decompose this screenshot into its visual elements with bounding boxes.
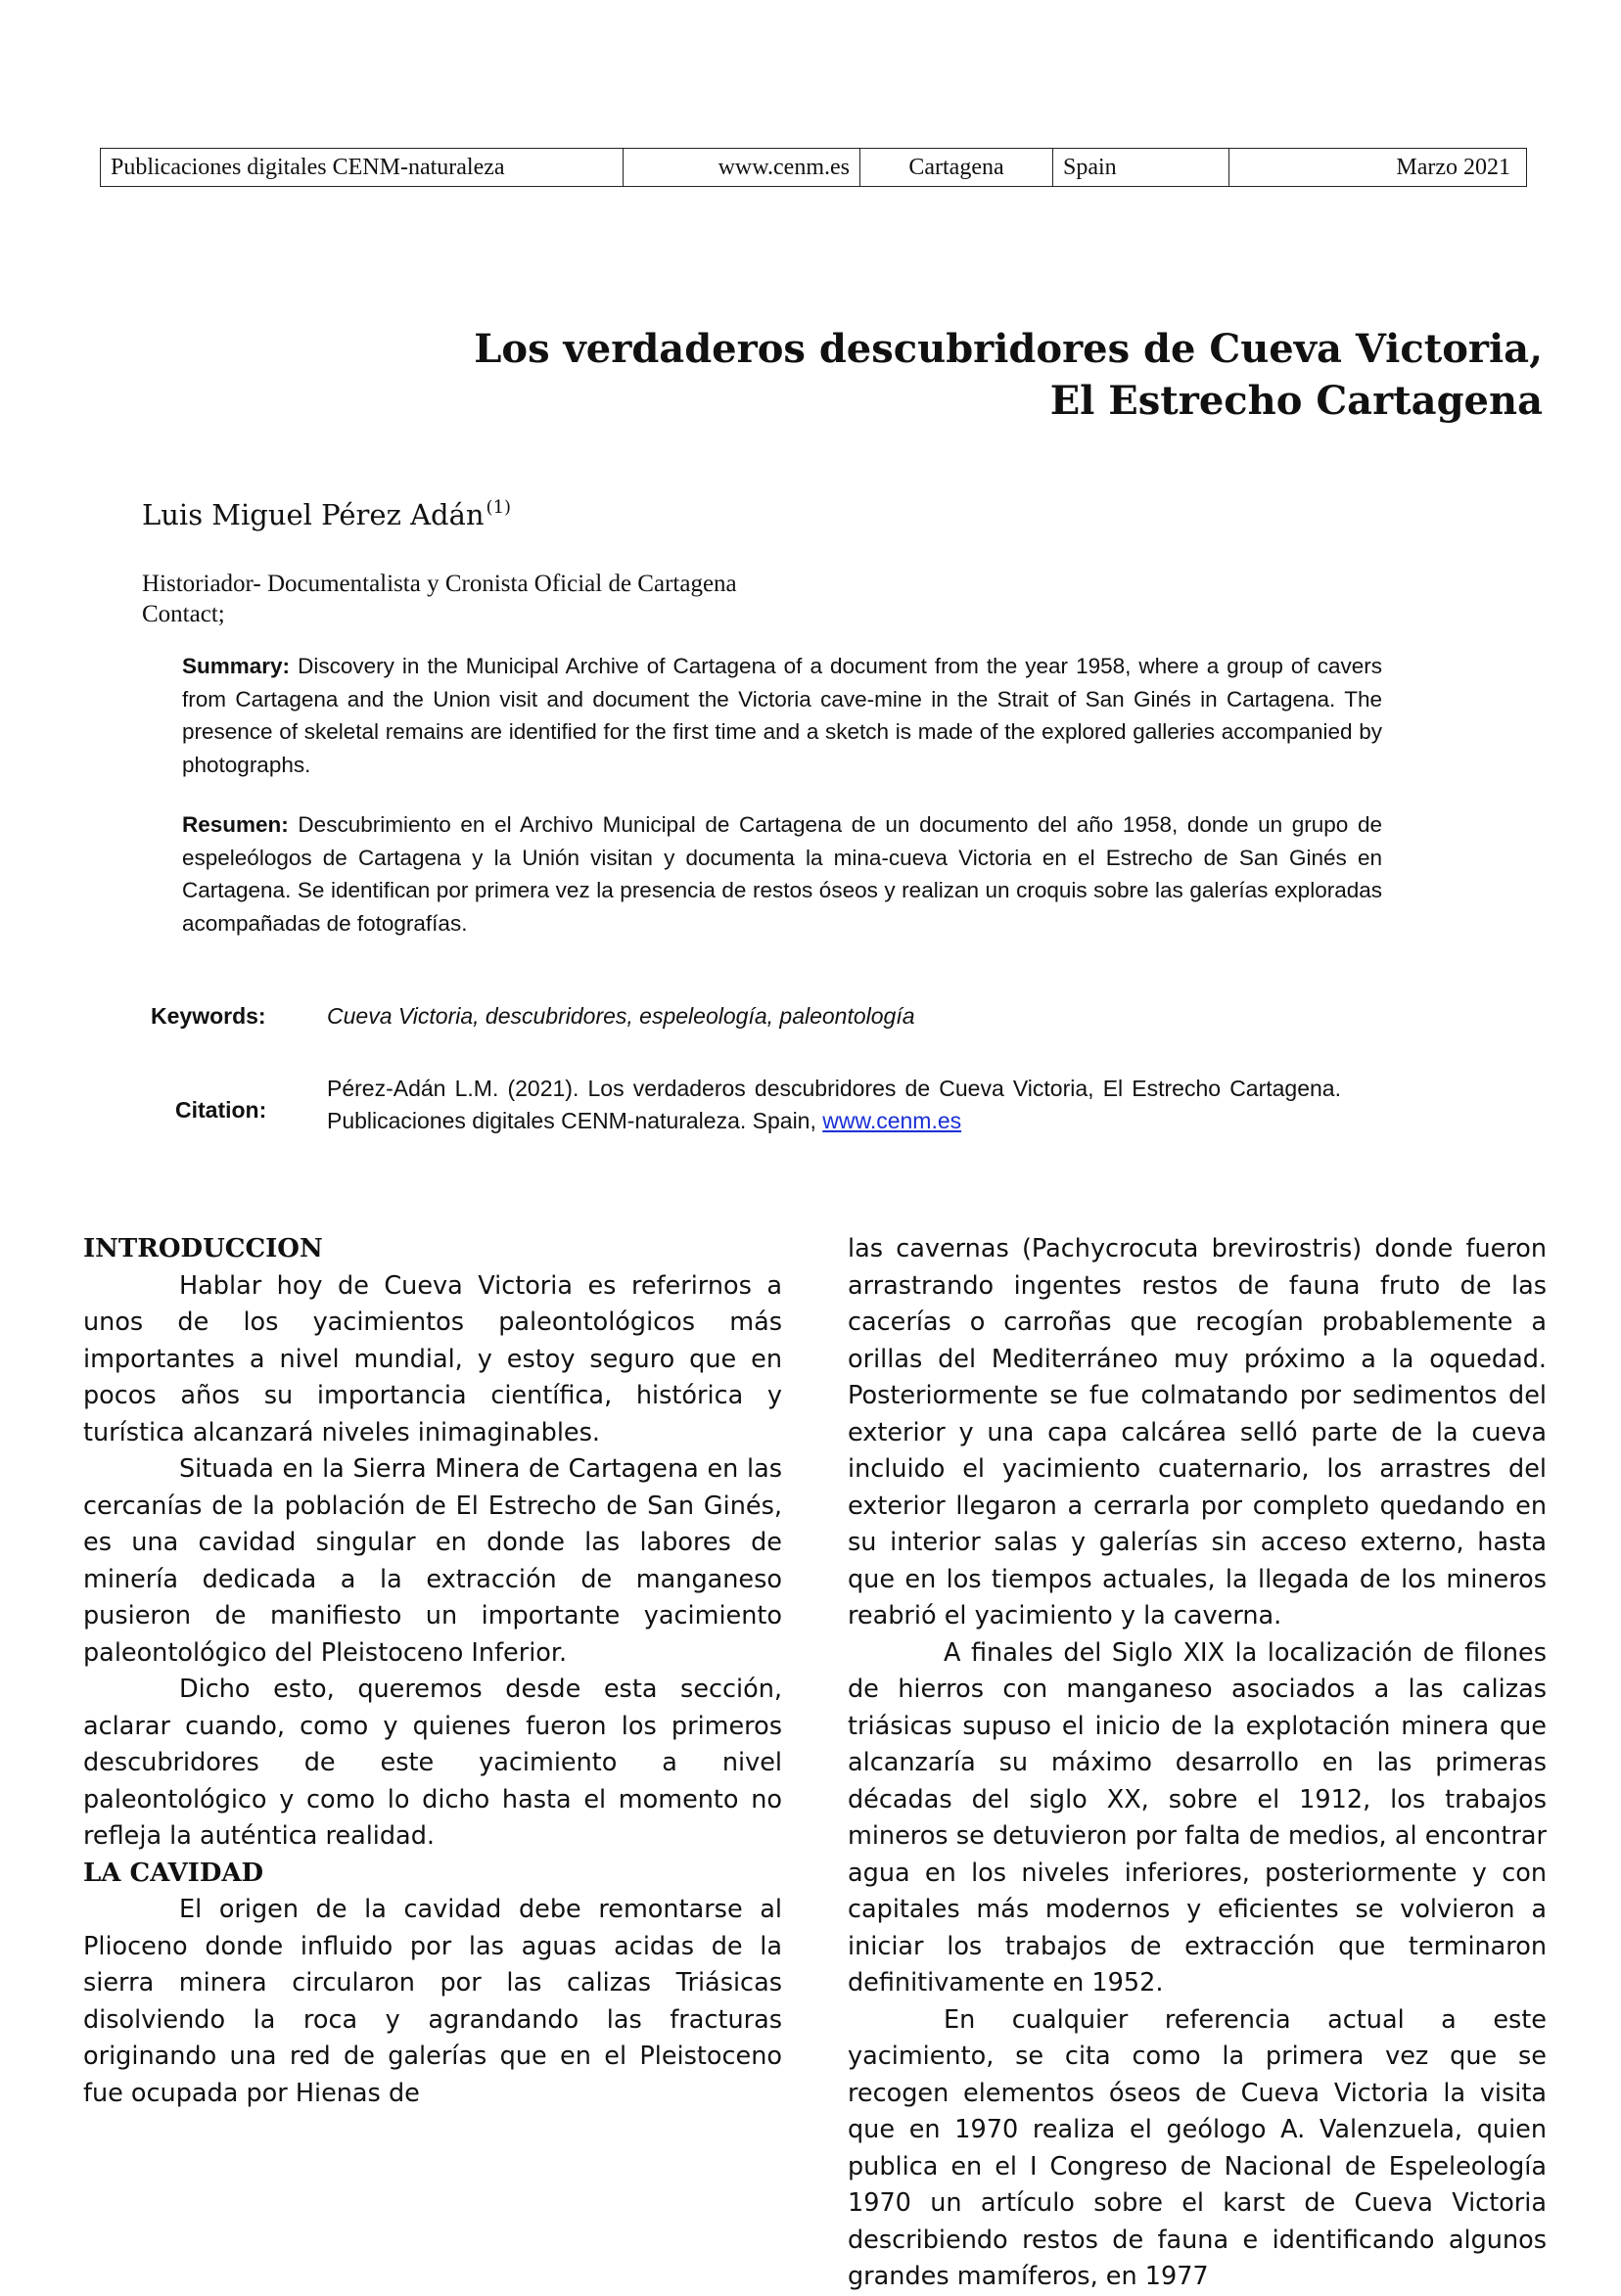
author-line — [142, 497, 511, 531]
intro-heading: INTRODUCCION — [83, 1234, 323, 1263]
header-table — [100, 148, 1527, 187]
author-contact: Contact; — [142, 601, 225, 627]
title-line-1: Los verdaderos descubridores de Cueva Victoria, — [474, 326, 1543, 372]
affiliation-block — [142, 569, 737, 629]
right-paragraph-3: En cualquier referencia actual a este yacimiento, se cita como la primera vez que se recogen elementos óseos de Cueva Victoria la visita que en 1970 realiza el geólogo A. Valenzuela, quien publica en el I Congreso de Nacional de Espeleología 1970 un artículo sobre el karst de Cueva Victoria describiendo restos de fauna e identificando algunos grandes mamíferos, en 1977 — [848, 2004, 1547, 2291]
title-line-2: El Estrecho Cartagena — [1049, 378, 1543, 424]
right-paragraph-2: A finales del Siglo XIX la localización de filones de hierros con manganeso asociados a las calizas triásicas supuso el inicio de la explotación minera que alcanzaría su máximo desarrollo en las primeras décadas del siglo XX, sobre el 1912, los trabajos mineros se detuvieron por falta de medios, al encontrar agua en los niveles inferiores, posteriormente y con capitales más modernos y eficientes se volvieron a iniciar los trabajos de extracción que terminaron definitivamente en 1952. — [848, 1637, 1547, 1998]
keywords-label: Keywords: — [151, 1003, 266, 1029]
citation-link[interactable]: www.cenm.es — [822, 1108, 962, 1133]
intro-paragraph-2: Situada en la Sierra Minera de Cartagena en las cercanías de la población de El Estrecho de San Ginés, es una cavidad singular en donde las labores de minería dedicada a la extracción de manganeso pusieron de manifiesto un importante yacimiento paleontológico del Pleistoceno Inferior. — [83, 1454, 782, 1668]
summary-text: Discovery in the Municipal Archive of Cartagena of a document from the year 1958, where a group of cavers from Cartagena and the Union visit and document the Victoria cave-mine in the Strait of San Ginés in Cartagena. The presence of skeletal remains are identified for the first time and a sketch is made of the explored galleries accompanied by photographs. — [182, 654, 1382, 777]
right-paragraph-1: las cavernas (Pachycrocuta brevirostris) donde fueron arrastrando ingentes restos de fauna fruto de las cacerías o carroñas que recogían probablemente a orillas del Mediterráneo muy próximo a la oquedad. Posteriormente se fue colmatando por sedimentos del exterior y una capa calcárea selló parte de la cueva incluido el yacimiento cuaternario, los arrastres del exterior llegaron a cerrarla por completo quedando en su interior salas y galerías sin acceso externo, hasta que en los tiempos actuales, la llegada de los mineros reabrió el yacimiento y la caverna. — [848, 1234, 1547, 1630]
header-date: Marzo 2021 — [1396, 154, 1510, 180]
intro-paragraph-3: Dicho esto, queremos desde esta sección, aclarar cuando, como y quienes fueron los primeros descubridores de este yacimiento a nivel paleontológico y como lo dicho hasta el momento no refleja la auténtica realidad. — [83, 1675, 782, 1851]
author-marker: (1) — [486, 497, 512, 518]
header-country: Spain — [1053, 149, 1229, 186]
right-column — [848, 1231, 1547, 2296]
author-affiliation: Historiador- Documentalista y Cronista Oficial de Cartagena — [142, 571, 737, 597]
intro-paragraph-1: Hablar hoy de Cueva Victoria es referirnos a unos de los yacimientos paleontológicos más importantes a nivel mundial, y estoy seguro que en pocos años su importancia científica, histórica y turística alcanzará niveles inimaginables. — [83, 1270, 782, 1447]
header-city: Cartagena — [860, 149, 1053, 186]
left-column — [83, 1231, 782, 2112]
keywords-text: Cueva Victoria, descubridores, espeleología, paleontología — [327, 1003, 915, 1029]
paper-title — [474, 323, 1543, 427]
resumen-text: Descubrimiento en el Archivo Municipal de Cartagena de un documento del año 1958, donde un grupo de espeleólogos de Cartagena y la Unión visitan y documenta la mina-cueva Victoria en el Estrecho de San Ginés en Cartagena. Se identifican por primera vez la presencia de restos óseos y realizan un croquis sobre las galerías exploradas acompañadas de fotografías. — [182, 812, 1382, 936]
summary-label: Summary: — [182, 654, 291, 678]
citation-text: Pérez-Adán L.M. (2021). Los verdaderos descubridores de Cueva Victoria, El Estrecho Cartagena. Publicaciones digitales CENM-naturaleza. Spain, — [327, 1076, 1341, 1133]
summary-paragraph — [182, 650, 1382, 781]
header-website: www.cenm.es — [624, 149, 860, 186]
citation-label: Citation: — [175, 1097, 267, 1123]
cavidad-heading: LA CAVIDAD — [83, 1858, 264, 1888]
header-publication: Publicaciones digitales CENM-naturaleza — [101, 149, 624, 186]
author-name: Luis Miguel Pérez Adán — [142, 498, 485, 531]
citation-text-block — [327, 1073, 1341, 1137]
resumen-paragraph — [182, 808, 1382, 940]
resumen-label: Resumen: — [182, 812, 289, 837]
cavidad-paragraph-1: El origen de la cavidad debe remontarse al Plioceno donde influido por las aguas acidas de la sierra minera circularon por las calizas Triásicas disolviendo la roca y agrandando las fracturas originando una red de galerías que en el Pleistoceno fue ocupada por Hienas de — [83, 1895, 782, 2108]
